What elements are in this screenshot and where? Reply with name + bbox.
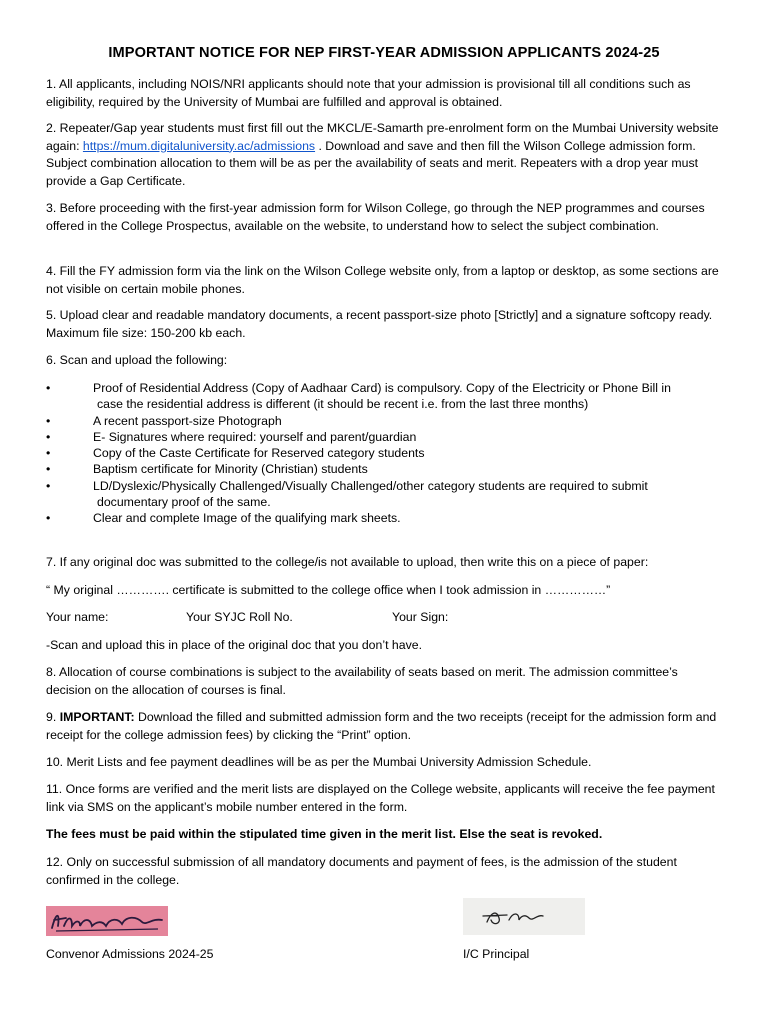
important-label: IMPORTANT: [59,710,135,724]
scan-note: -Scan and upload this in place of the original doc that you don’t have. [46,638,422,652]
list-item: • Baptism certificate for Minority (Christian) students [46,462,368,477]
convenor-caption: Convenor Admissions 2024-25 [46,947,214,961]
paragraph-2 [46,120,726,190]
principal-signature-image [463,898,585,935]
paragraph-2-text-after: . Download and save and then fill the Wilson College admission form. Subject combination allocation to them will be as per the availability of seats and merit. Repeaters with a drop year must provide a Gap Certificate. [46,138,699,188]
bullet-icon: • [46,413,51,428]
declaration-fields [46,609,726,627]
your-sign-label: Your Sign: [392,610,449,624]
paragraph-2-text-before: 2. Repeater/Gap year students must first fill out the MKCL/E-Samarth pre-enrolment form on the Mumbai University website again: [46,121,719,153]
paragraph-6: 6. Scan and upload the following: [46,353,228,367]
paragraph-4: 4. Fill the FY admission form via the link on the Wilson College website only, from a laptop or desktop, as some sections are not visible on certain mobile phones. [46,264,719,296]
bullet-icon: • [46,381,51,395]
document-list [46,380,726,527]
roll-number-label: Your SYJC Roll No. [186,610,293,624]
admissions-link[interactable]: https://mum.digitaluniversity.ac/admissions [82,138,316,153]
list-item: • LD/Dyslexic/Physically Challenged/Visually Challenged/other category students are required to submit documentary proof of the same. [46,478,648,510]
paragraph-1: 1. All applicants, including NOIS/NRI applicants should note that your admission is provisional till all conditions such as eligibility, required by the University of Mumbai are fulfilled and approval is obtained. [46,77,691,109]
bullet-icon: • [46,446,51,461]
declaration-quote: “ My original …………. certificate is submitted to the college office when I took admission in ……………” [46,583,611,597]
principal-signature-icon [463,898,585,935]
paragraph-10: 10. Merit Lists and fee payment deadlines will be as per the Mumbai University Admission Schedule. [46,755,592,769]
bullet-icon: • [46,429,51,444]
list-item: • A recent passport-size Photograph [46,413,282,428]
paragraph-5: 5. Upload clear and readable mandatory documents, a recent passport-size photo [Strictly] and a signature softcopy ready. Maximum file size: 150-200 kb each. [46,308,713,340]
principal-caption: I/C Principal [463,947,530,961]
paragraph-3: 3. Before proceeding with the first-year admission form for Wilson College, go through the NEP programmes and courses offered in the College Prospectus, available on the website, to understand how to select the subject combination. [46,201,705,233]
fees-warning: The fees must be paid within the stipulated time given in the merit list. Else the seat is revoked. [46,827,603,841]
list-item: • Copy of the Caste Certificate for Reserved category students [46,446,425,461]
convenor-signature-icon [46,906,168,936]
bullet-icon: • [46,478,51,493]
paragraph-8: 8. Allocation of course combinations is subject to the availability of seats based on merit. The admission committee’s decision on the allocation of courses is final. [46,665,678,697]
notice-title: IMPORTANT NOTICE FOR NEP FIRST-YEAR ADMISSION APPLICANTS 2024-25 [108,45,660,61]
bullet-icon: • [46,462,51,477]
paragraph-9: 9. IMPORTANT: Download the filled and submitted admission form and the two receipts (receipt for the admission form and receipt for the college admission fees) by clicking the “Print” option. [46,710,717,742]
paragraph-11: 11. Once forms are verified and the merit lists are displayed on the College website, applicants will receive the fee payment link via SMS on the applicant’s mobile number entered in the form. [46,782,715,814]
list-item: • Clear and complete Image of the qualifying mark sheets. [46,511,401,526]
list-item: • E- Signatures where required: yourself and parent/guardian [46,429,417,444]
your-name-label: Your name: [46,610,109,624]
paragraph-7: 7. If any original doc was submitted to the college/is not available to upload, then write this on a piece of paper: [46,555,649,569]
bullet-icon: • [46,511,51,526]
convenor-signature-image [46,906,168,936]
paragraph-12: 12. Only on successful submission of all mandatory documents and payment of fees, is the admission of the student confirmed in the college. [46,855,677,887]
list-item: • Proof of Residential Address (Copy of Aadhaar Card) is compulsory. Copy of the Electricity or Phone Bill in case the residential address is different (it should be recent i.e. from the last three months) [46,381,671,412]
